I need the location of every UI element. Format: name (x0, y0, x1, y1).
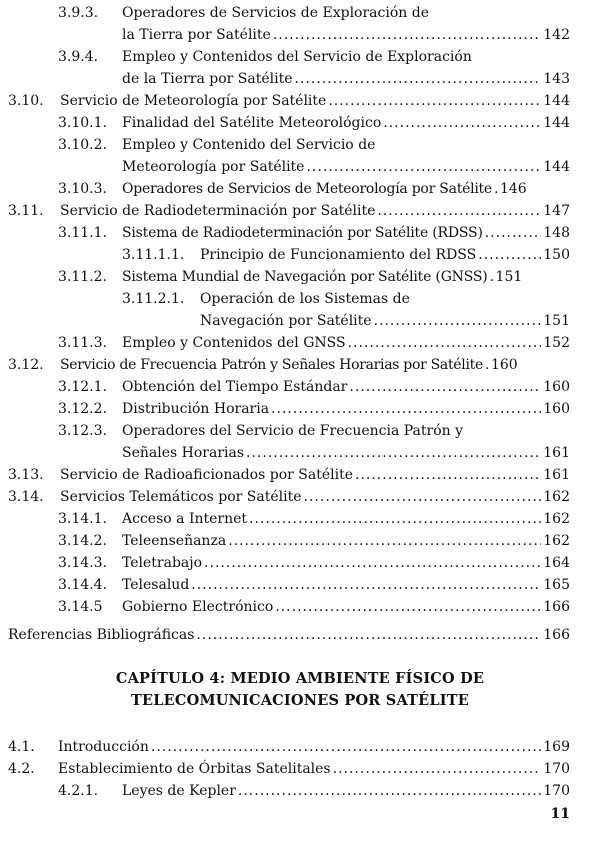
toc-entry (122, 24, 570, 46)
toc-entry-title: Servicios Telemáticos por Satélite (60, 489, 302, 505)
toc-entry (58, 758, 570, 780)
toc-entry-number: 4.2.1. (58, 783, 99, 799)
toc-entry-number: 3.14.5 (58, 599, 103, 615)
toc-entry-number: 3.10. (8, 93, 44, 109)
toc-entry-title: Empleo y Contenidos del GNSS (122, 335, 346, 351)
toc-entry (122, 780, 570, 802)
toc-page-number: 169 (543, 739, 570, 755)
toc-entry (122, 178, 570, 200)
toc-entry-number: 3.12.1. (58, 379, 107, 395)
toc-entry-number: 3.14.1. (58, 511, 107, 527)
dot-leader (228, 530, 541, 552)
toc-entry (122, 376, 570, 398)
toc-entry-number: 3.9.4. (58, 49, 99, 65)
toc-entry (122, 156, 570, 178)
dot-leader (249, 508, 541, 530)
toc-entry-number: 3.10.1. (58, 115, 107, 131)
toc-entry-number: 3.11. (8, 203, 44, 219)
toc-page-number: 162 (543, 489, 570, 505)
page-number: 11 (550, 806, 570, 822)
dot-leader (490, 266, 494, 288)
toc-entry-title: Finalidad del Satélite Meteorológico (122, 115, 382, 131)
toc-entry-title: Servicio de Radioaficionados por Satélite (60, 467, 353, 483)
toc-entry-number: 3.14.2. (58, 533, 107, 549)
toc-entry-number: 3.11.2. (58, 269, 107, 285)
dot-leader (204, 552, 541, 574)
toc-entry (60, 354, 570, 376)
toc-page-number: 165 (543, 577, 570, 593)
dot-leader (355, 464, 541, 486)
toc-page-number: 166 (543, 627, 570, 643)
toc-entry (122, 68, 570, 90)
dot-leader (485, 354, 489, 376)
toc-entry-title: Telesalud (122, 577, 190, 593)
toc-page-number: 150 (543, 247, 570, 263)
toc-entry (122, 596, 570, 618)
toc-page-number: 160 (543, 401, 570, 417)
toc-entry-number: 3.11.1. (58, 225, 107, 241)
toc-entry (60, 200, 570, 222)
toc-entry (122, 266, 570, 288)
dot-leader (295, 68, 542, 90)
toc-entry-title: Operadores de Servicios de Meteorología por Satélite (122, 181, 492, 197)
toc-entry-title: Meteorología por Satélite (122, 159, 305, 175)
toc-entry (60, 90, 570, 112)
dot-leader (328, 90, 541, 112)
dot-leader (246, 442, 541, 464)
toc-entry-title: Empleo y Contenidos del Servicio de Exploración (122, 49, 472, 65)
dot-leader (271, 398, 541, 420)
toc-entry-title: Establecimiento de Órbitas Satelitales (58, 761, 331, 777)
toc-entry-number: 3.12.2. (58, 401, 107, 417)
toc-entry-title: Teleenseñanza (122, 533, 227, 549)
toc-entry (122, 530, 570, 552)
toc-entry-title: Acceso a Internet (122, 511, 248, 527)
toc-entry (122, 552, 570, 574)
toc-page-number: 144 (543, 93, 570, 109)
toc-entry-title: Operación de los Sistemas de (200, 291, 410, 307)
dot-leader (273, 24, 541, 46)
toc-entry (122, 332, 570, 354)
toc-entry-title: Servicio de Frecuencia Patrón y Señales Horarias por Satélite (60, 357, 483, 373)
toc-entry-title: Operadores del Servicio de Frecuencia Patrón y (122, 423, 464, 439)
dot-leader (374, 310, 542, 332)
dot-leader (348, 332, 542, 354)
toc-page-number: 148 (543, 225, 570, 241)
toc-entry (122, 398, 570, 420)
dot-leader (275, 596, 541, 618)
toc-entry-number: 3.14. (8, 489, 44, 505)
toc-entry-title: Teletrabajo (122, 555, 203, 571)
toc-entry-number: 3.11.1.1. (122, 247, 185, 263)
toc-page-number: 151 (543, 313, 570, 329)
toc-page-number: 142 (543, 27, 570, 43)
toc-entry-title: Obtención del Tiempo Estándar (122, 379, 348, 395)
toc-entry (122, 112, 570, 134)
toc-page-number: 164 (543, 555, 570, 571)
toc-entry-number: 3.12.3. (58, 423, 107, 439)
toc-page-number: 170 (543, 761, 570, 777)
chapter-heading-line-2: TELECOMUNICACIONES POR SATÉLITE (131, 692, 469, 709)
toc-page-number: 160 (490, 357, 518, 373)
toc-page-number: 147 (543, 203, 570, 219)
toc-entry-title: la Tierra por Satélite (122, 27, 271, 43)
toc-page-number: 161 (543, 445, 570, 461)
toc-page-number: 162 (543, 533, 570, 549)
toc-entry-title: Señales Horarias (122, 445, 245, 461)
toc-entry-title: de la Tierra por Satélite (122, 71, 293, 87)
dot-leader (478, 244, 541, 266)
toc-page-number: 143 (543, 71, 570, 87)
toc-entry-number: 4.1. (8, 739, 35, 755)
toc-entry-number: 3.11.3. (58, 335, 107, 351)
dot-leader (333, 758, 542, 780)
toc-entry (122, 222, 570, 244)
toc-entry-title: Operadores de Servicios de Exploración de (122, 5, 429, 21)
dot-leader (238, 780, 541, 802)
toc-page-number: 170 (543, 783, 570, 799)
toc-entry-title: Principio de Funcionamiento del RDSS (200, 247, 477, 263)
toc-page-number: 161 (543, 467, 570, 483)
toc-page-number: 152 (543, 335, 570, 351)
toc-entry-title: Introducción (58, 739, 149, 755)
dot-leader (304, 486, 542, 508)
toc-entry-references (8, 624, 570, 646)
toc-page-number: 160 (543, 379, 570, 395)
toc-entry-number: 3.14.4. (58, 577, 107, 593)
toc-entry-title: Servicio de Meteorología por Satélite (60, 93, 327, 109)
toc-entry-number: 3.9.3. (58, 5, 99, 21)
toc-entry-title: Navegación por Satélite (200, 313, 372, 329)
toc-entry-title: Referencias Bibliográficas (8, 627, 195, 643)
toc-entry (122, 508, 570, 530)
toc-page-number: 146 (499, 181, 527, 197)
dot-leader (191, 574, 541, 596)
toc-entry-title: Servicio de Radiodeterminación por Satélite (60, 203, 376, 219)
toc-page-number: 162 (543, 511, 570, 527)
dot-leader (196, 624, 541, 646)
toc-entry (122, 574, 570, 596)
toc-entry-title: Empleo y Contenido del Servicio de (122, 137, 376, 153)
toc-page-number: 151 (495, 269, 523, 285)
toc-entry (200, 310, 570, 332)
toc-entry (60, 486, 570, 508)
dot-leader (383, 112, 541, 134)
dot-leader (349, 376, 541, 398)
toc-entry-number: 3.11.2.1. (122, 291, 185, 307)
toc-page-number: 144 (543, 159, 570, 175)
toc-entry (58, 736, 570, 758)
toc-entry (60, 464, 570, 486)
toc-entry-title: Leyes de Kepler (122, 783, 236, 799)
dot-leader (485, 222, 542, 244)
toc-entry-number: 3.10.3. (58, 181, 107, 197)
toc-entry-number: 3.10.2. (58, 137, 107, 153)
toc-entry-title: Sistema de Radiodeterminación por Satélite (RDSS) (122, 225, 483, 241)
toc-entry (122, 442, 570, 464)
dot-leader (151, 736, 541, 758)
toc-entry (200, 244, 570, 266)
toc-entry-number: 4.2. (8, 761, 35, 777)
toc-entry-number: 3.12. (8, 357, 44, 373)
toc-entry-title: Distribución Horaria (122, 401, 270, 417)
toc-page-number: 166 (543, 599, 570, 615)
toc-entry-title: Gobierno Electrónico (122, 599, 274, 615)
toc-entry-number: 3.13. (8, 467, 44, 483)
dot-leader (494, 178, 498, 200)
dot-leader (306, 156, 541, 178)
dot-leader (377, 200, 541, 222)
chapter-heading-line-1: CAPÍTULO 4: MEDIO AMBIENTE FÍSICO DE (115, 670, 485, 687)
toc-page-number: 144 (543, 115, 570, 131)
toc-entry-title: Sistema Mundial de Navegación por Satélite (GNSS) (122, 269, 488, 285)
toc-entry-number: 3.14.3. (58, 555, 107, 571)
